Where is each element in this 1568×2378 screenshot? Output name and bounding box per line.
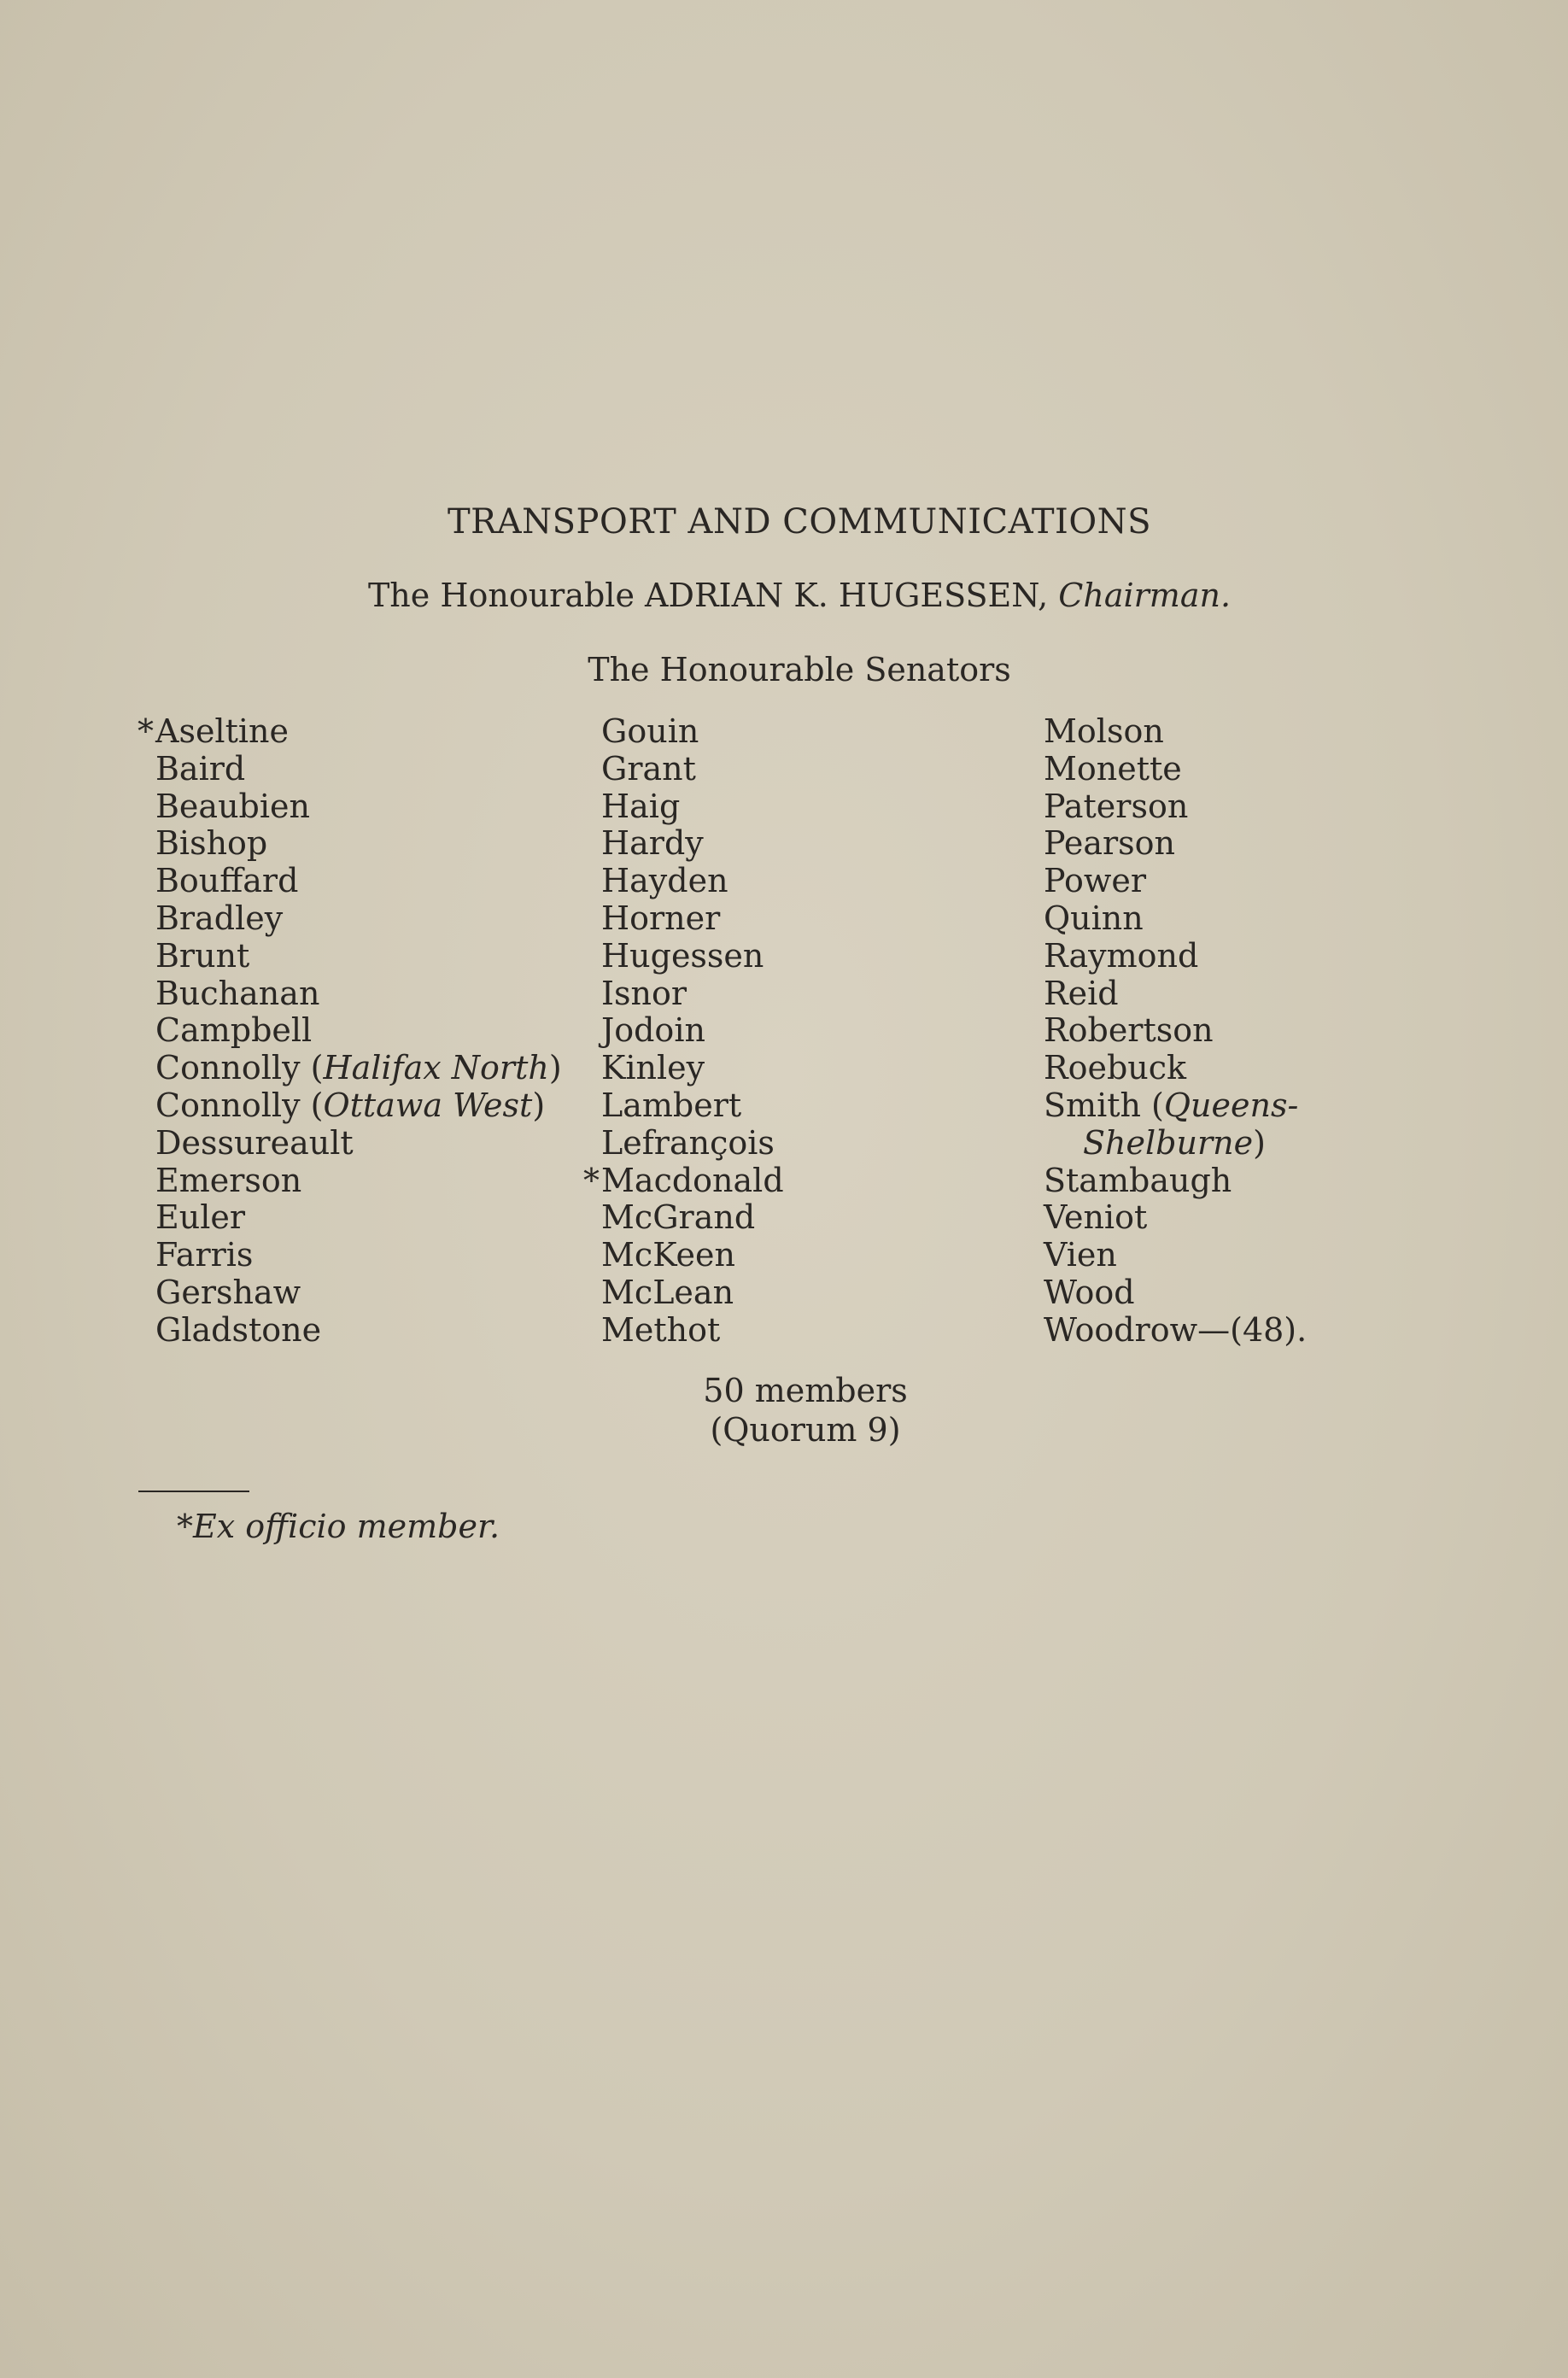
senator-name <box>155 1199 562 1237</box>
senator-name <box>155 1050 562 1087</box>
ex-officio-marker: * <box>137 712 154 750</box>
senator-surname: Lambert <box>601 1086 742 1124</box>
senator-surname: Gershaw <box>155 1273 301 1311</box>
committee-heading: TRANSPORT AND COMMUNICATIONS <box>447 502 1152 542</box>
senator-surname: Pearson <box>1044 824 1176 863</box>
senator-surname: Lefrançois <box>601 1123 775 1162</box>
senator-name <box>1044 1274 1307 1312</box>
senator-name <box>601 713 784 751</box>
senator-name <box>137 712 562 751</box>
senator-surname: Raymond <box>1044 936 1199 975</box>
senator-name <box>155 1274 562 1312</box>
senator-surname: Campbell <box>155 1011 313 1050</box>
senator-surname: Hayden <box>601 862 728 900</box>
senator-name <box>155 825 562 863</box>
senator-surname: Vien <box>1044 1236 1117 1274</box>
senator-surname: Haig <box>601 787 681 825</box>
senator-suffix: ) <box>532 1086 546 1124</box>
senator-name <box>601 1312 784 1350</box>
senator-surname: Woodrow—(48). <box>1044 1310 1308 1349</box>
senator-name <box>601 1012 784 1050</box>
senator-suffix: ) <box>1253 1123 1266 1162</box>
senator-name <box>1044 900 1307 938</box>
senator-surname: Aseltine <box>155 712 289 750</box>
member-count: 50 members <box>703 1372 908 1409</box>
senator-name <box>1044 751 1307 788</box>
senator-surname: McGrand <box>601 1198 756 1237</box>
senator-name <box>155 751 562 788</box>
ex-officio-marker: * <box>583 1161 600 1199</box>
footnote: *Ex officio member. <box>177 1508 500 1545</box>
senator-surname: Jodoin <box>601 1011 705 1050</box>
senator-name <box>1044 1012 1307 1050</box>
senator-name <box>1044 1050 1307 1087</box>
senator-name <box>1044 713 1307 751</box>
senator-surname: Gouin <box>601 712 699 750</box>
senator-name <box>155 1087 562 1125</box>
senator-suffix: ) <box>548 1049 562 1087</box>
senator-surname: Monette <box>1044 749 1182 788</box>
senator-name <box>1044 1087 1307 1125</box>
senator-surname: Roebuck <box>1044 1049 1187 1087</box>
senator-surname: Horner <box>601 899 721 937</box>
senator-surname: Wood <box>1044 1273 1135 1311</box>
senator-surname: Smith ( <box>1044 1086 1164 1124</box>
senator-name <box>155 788 562 826</box>
senator-surname: Bradley <box>155 899 284 937</box>
senator-division: Queens- <box>1163 1086 1299 1124</box>
senator-surname: Farris <box>155 1236 254 1274</box>
senator-name <box>1044 1237 1307 1274</box>
senator-name <box>601 788 784 826</box>
senator-name <box>155 938 562 975</box>
senator-surname: Isnor <box>601 974 687 1012</box>
senator-name <box>601 1087 784 1125</box>
senators-label: The Honourable Senators <box>588 651 1011 688</box>
senators-column-3 <box>1044 713 1307 1350</box>
senator-surname: Bishop <box>155 824 268 863</box>
senator-surname: McKeen <box>601 1236 736 1274</box>
senator-surname: Methot <box>601 1310 721 1349</box>
senator-name <box>155 1012 562 1050</box>
senator-surname: Euler <box>155 1198 246 1237</box>
senator-surname: Dessureault <box>155 1123 354 1162</box>
senator-name <box>155 975 562 1013</box>
senator-surname: Paterson <box>1044 787 1189 825</box>
senator-surname: Brunt <box>155 936 250 975</box>
senator-name <box>155 1125 562 1163</box>
senator-name <box>601 1050 784 1087</box>
senator-name <box>601 938 784 975</box>
chairman-title: Chairman. <box>1058 577 1232 614</box>
senator-name <box>155 900 562 938</box>
senator-name <box>601 1274 784 1312</box>
senator-name <box>1044 938 1307 975</box>
senator-name <box>583 1161 784 1200</box>
senator-surname: Veniot <box>1044 1198 1148 1237</box>
senator-division: Ottawa West <box>323 1086 533 1124</box>
senator-surname: Reid <box>1044 974 1119 1012</box>
senators-column-1 <box>137 712 562 1350</box>
senator-surname: Power <box>1044 862 1147 900</box>
senator-name <box>601 1237 784 1274</box>
senator-surname: Bouffard <box>155 862 299 900</box>
senator-surname: Quinn <box>1044 899 1144 937</box>
senator-surname: Hugessen <box>601 936 764 975</box>
senator-surname: Baird <box>155 749 246 788</box>
senator-division: Halifax North <box>323 1049 549 1087</box>
quorum: (Quorum 9) <box>710 1411 901 1449</box>
senator-division: Shelburne <box>1083 1123 1254 1162</box>
senator-name <box>1044 1199 1307 1237</box>
senator-name <box>601 751 784 788</box>
senator-name <box>1044 1163 1307 1200</box>
senator-surname: Buchanan <box>155 974 320 1012</box>
senator-name <box>155 1312 562 1350</box>
senator-surname: Kinley <box>601 1049 705 1087</box>
senators-column-2 <box>583 712 784 1350</box>
senator-name <box>155 1237 562 1274</box>
senator-surname: Stambaugh <box>1044 1161 1232 1199</box>
senator-name <box>155 1163 562 1200</box>
senator-surname: Connolly ( <box>155 1086 324 1124</box>
senator-name <box>1044 975 1307 1013</box>
senator-surname: Gladstone <box>155 1310 322 1349</box>
senator-name <box>1044 1312 1307 1350</box>
senator-surname: Robertson <box>1044 1011 1214 1050</box>
senator-surname: Molson <box>1044 712 1164 750</box>
senator-name <box>601 1199 784 1237</box>
chairman-line <box>0 577 1568 614</box>
senator-surname: Grant <box>601 749 696 788</box>
senator-name <box>1044 1125 1307 1163</box>
senator-surname: McLean <box>601 1273 734 1311</box>
senator-surname: Beaubien <box>155 787 310 825</box>
senator-name <box>601 825 784 863</box>
footnote-rule <box>138 1491 249 1492</box>
membership-summary <box>0 1371 1568 1450</box>
senator-name <box>155 863 562 900</box>
senator-name <box>601 1125 784 1163</box>
chairman-name: The Honourable ADRIAN K. HUGESSEN, <box>367 577 1049 614</box>
senator-name <box>1044 788 1307 826</box>
senator-name <box>601 975 784 1013</box>
senator-name <box>1044 825 1307 863</box>
senator-name <box>601 900 784 938</box>
senator-surname: Hardy <box>601 824 704 863</box>
senator-name <box>601 863 784 900</box>
senator-surname: Macdonald <box>601 1161 784 1199</box>
senator-name <box>1044 863 1307 900</box>
senator-surname: Emerson <box>155 1161 302 1199</box>
senator-surname: Connolly ( <box>155 1049 324 1087</box>
